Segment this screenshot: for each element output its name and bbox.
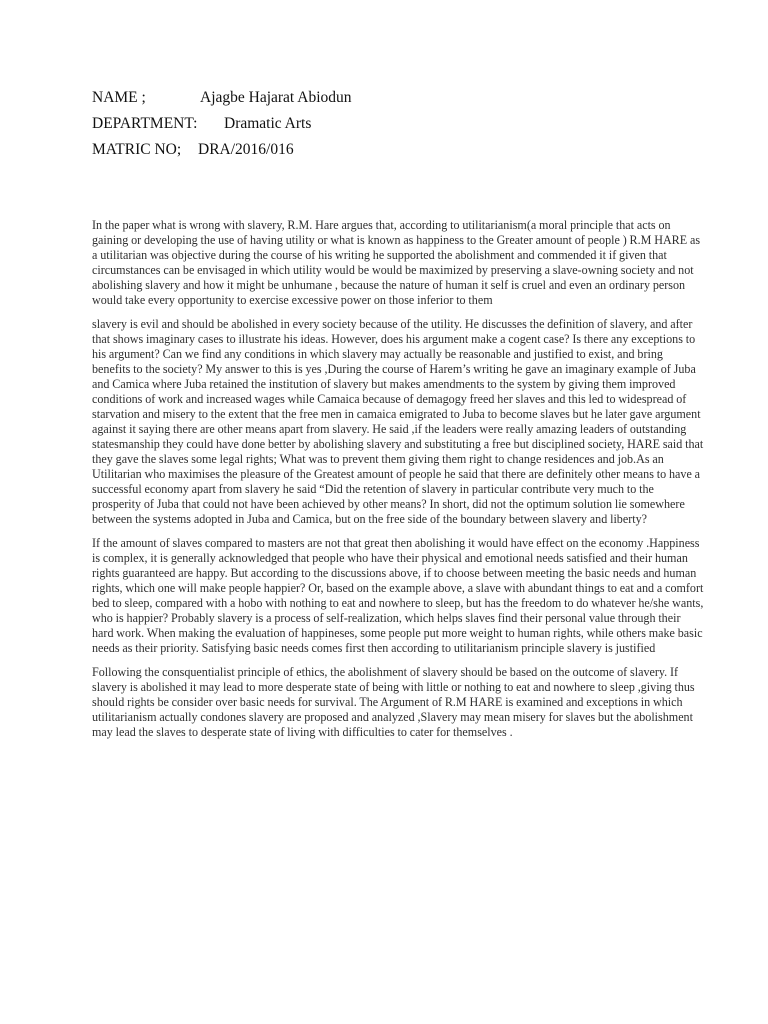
department-value: Dramatic Arts: [224, 115, 312, 132]
matric-label: MATRIC NO;: [92, 141, 182, 158]
essay-paragraph-1: In the paper what is wrong with slavery, R.M. Hare argues that, according to utilitarianism(a moral principle that acts on gaining or developing the use of having utility or what is known as happiness to the Greater amount of people ) R.M HARE as a utilitarian was objective during the course of his writing he supported the abolishment and commended it if given that circumstances can be envisaged in which utility would be would be maximized by preserving a slave-owning society and not abolishing slavery and how it might be unhumane , because the nature of human it self is cruel and even an ordinary person would take every opportunity to exercise excessive power on those inferior to them: [92, 218, 701, 307]
essay-paragraph-2: slavery is evil and should be abolished in every society because of the utility. He discusses the definition of slavery, and after that shows imaginary cases to illustrate his ideas. However, does his argument make a cogent case? Is there any exceptions to his argument? Can we find any conditions in which slavery may actually be reasonable and justified to exist, and bring benefits to the society? My answer to this is yes ,During the course of Harem’s writing he gave an imaginary example of Juba and Camica where Juba retained the institution of slavery but makes amendments to the system by giving them improved conditions of work and increased wages while Camaica because of demagogy freed her slaves and this led to widespread of starvation and misery to the extent that the free men in camaica emigrated to Juba to become slaves but he later gave argument against it saying there are other means apart from slavery. He said ,if the leaders were really amazing leaders of outstanding statesmanship they could have done better by abolishing slavery and substituting a free but disciplined society, HARE said that they gave the slaves some legal rights; What was to prevent them giving them right to change residences and job.As an Utilitarian who maximises the pleasure of the Greatest amount of people he said that there are definitely other means to have a successful economy apart from slavery he said “Did the retention of slavery in particular contribute very much to the prosperity of Juba that could not have been achieved by other means? In short, did not the optimum solution lie somewhere between the systems adopted in Juba and Camica, but on the free side of the boundary between slavery and liberty?: [92, 317, 704, 526]
name-row: [92, 85, 352, 111]
matric-value: DRA/2016/016: [198, 141, 294, 158]
essay-paragraph-3: If the amount of slaves compared to masters are not that great then abolishing it would have effect on the economy .Happiness is complex, it is generally acknowledged that people who have their physical and emotional needs satisfied and their human rights guaranteed are happy. But according to the discussions above, if to choose between meeting the basic needs and human rights, which one will make people happier? Or, based on the example above, a slave with abundant things to eat and a comfort bed to sleep, compared with a hobo with nothing to eat and nowhere to sleep, but has the freedom to do whatever he/she wants, who is happier? Probably slavery is a process of self-realization, which helps slaves find their personal value through their hard work. When making the evaluation of happineses, some people put more weight to human rights, while others make basic needs as their priority. Satisfying basic needs comes first then according to utilitarianism principle slavery is justified: [92, 536, 704, 655]
department-label: DEPARTMENT:: [92, 115, 198, 132]
student-info-header: [92, 85, 352, 163]
essay-body: [92, 218, 704, 749]
matric-row: [92, 137, 352, 163]
department-row: [92, 111, 352, 137]
essay-paragraph-4: Following the consquentialist principle of ethics, the abolishment of slavery should be based on the outcome of slavery. If slavery is abolished it may lead to more desperate state of being with little or nothing to eat and nowhere to sleep ,giving thus should rights be consider over basic needs for survival. The Argument of R.M HARE is examined and exceptions in which utilitarianism actually condones slavery are proposed and analyzed ,Slavery may mean misery for slaves but the abolishment may lead the slaves to desperate state of living with difficulties to cater for themselves .: [92, 665, 695, 739]
name-value: Ajagbe Hajarat Abiodun: [200, 89, 352, 106]
name-label: NAME ;: [92, 89, 146, 106]
